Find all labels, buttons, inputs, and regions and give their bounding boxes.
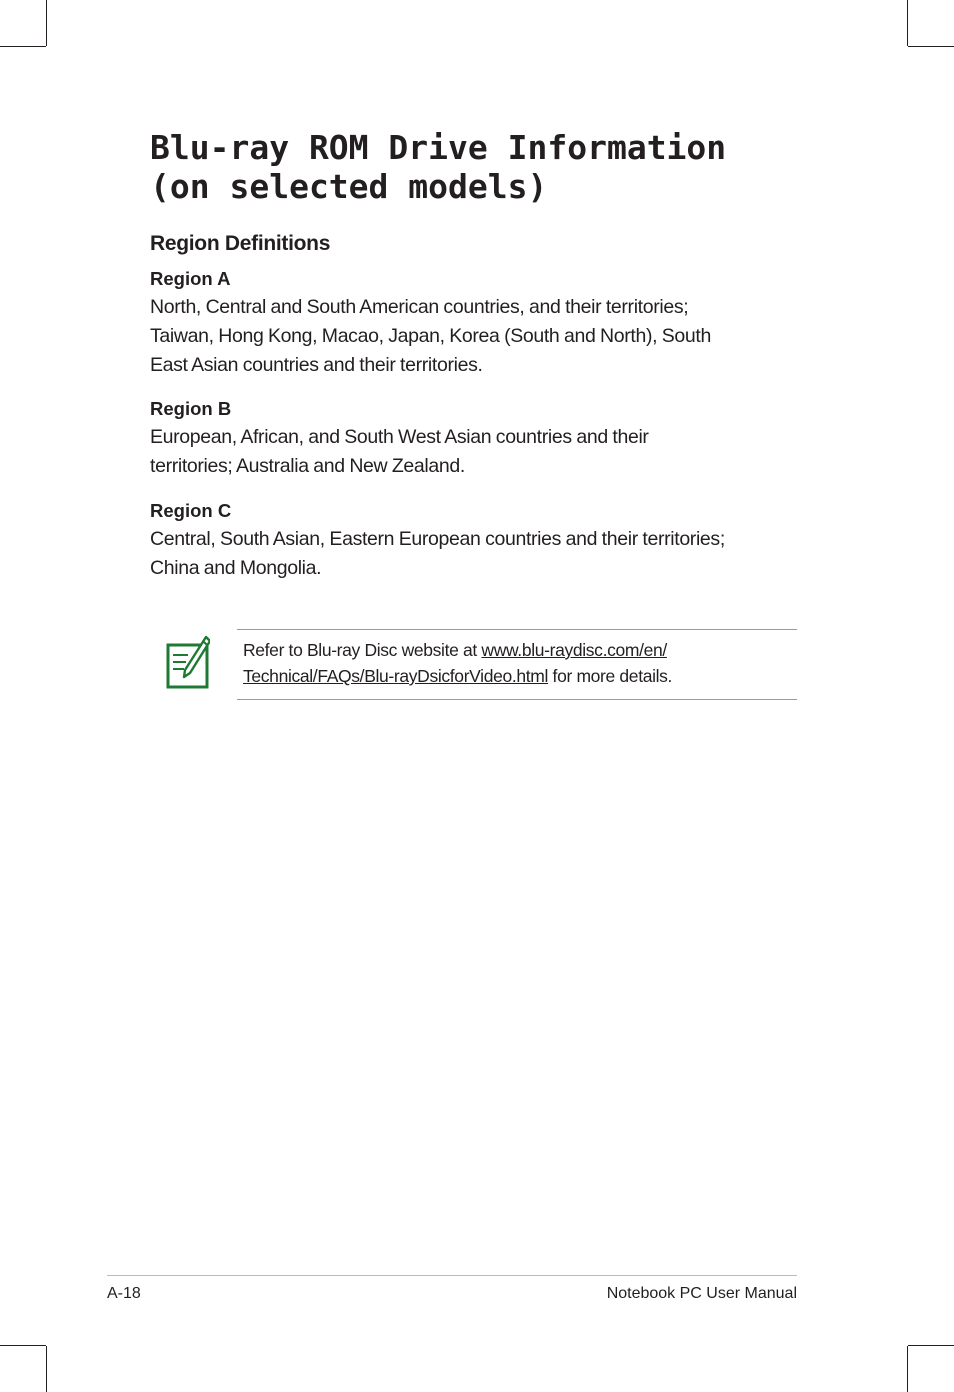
crop-mark-bottom-left-vertical [46,1346,47,1392]
region-b-title: Region B [150,398,232,419]
blu-ray-disc-link-part-1[interactable]: www.blu-raydisc.com/en/ [481,640,667,660]
region-a-description [150,293,810,380]
region-a-line-2: Taiwan, Hong Kong, Macao, Japan, Korea (South and North), South [150,325,711,347]
page-number: A-18 [107,1285,141,1302]
region-b-description [150,423,810,481]
crop-mark-top-right-horizontal [908,46,954,47]
page-title [150,128,850,206]
region-c-line-1: Central, South Asian, Eastern European countries and their territories; [150,528,725,550]
page-title-line-2: (on selected models) [150,167,548,206]
crop-mark-top-left-horizontal [0,46,46,47]
region-b-line-2: territories; Australia and New Zealand. [150,455,465,477]
crop-mark-top-right-vertical [907,0,908,46]
note-pencil-icon [166,635,210,689]
blu-ray-disc-link-part-2[interactable]: Technical/FAQs/Blu-rayDsicforVideo.html [243,666,549,686]
region-a-block [150,265,810,380]
region-b-block [150,395,810,481]
region-c-title: Region C [150,500,232,521]
note-text [243,637,672,689]
crop-mark-bottom-right-vertical [907,1346,908,1392]
footer-divider [107,1275,797,1276]
manual-title: Notebook PC User Manual [606,1285,797,1302]
note-suffix: for more details. [548,666,673,686]
section-heading-region-definitions: Region Definitions [150,232,331,255]
region-c-description [150,525,810,583]
region-a-title: Region A [150,268,231,289]
region-c-line-2: China and Mongolia. [150,557,322,579]
note-prefix: Refer to Blu-ray Disc website at [243,640,482,660]
region-a-line-1: North, Central and South American countries, and their territories; [150,296,689,318]
region-a-line-3: East Asian countries and their territories. [150,354,483,376]
crop-mark-bottom-left-horizontal [0,1345,46,1346]
region-b-line-1: European, African, and South West Asian countries and their [150,426,649,448]
region-c-block [150,497,810,583]
crop-mark-top-left-vertical [46,0,47,46]
note-box [237,629,797,700]
crop-mark-bottom-right-horizontal [908,1345,954,1346]
page-title-line-1: Blu-ray ROM Drive Information [150,128,727,167]
